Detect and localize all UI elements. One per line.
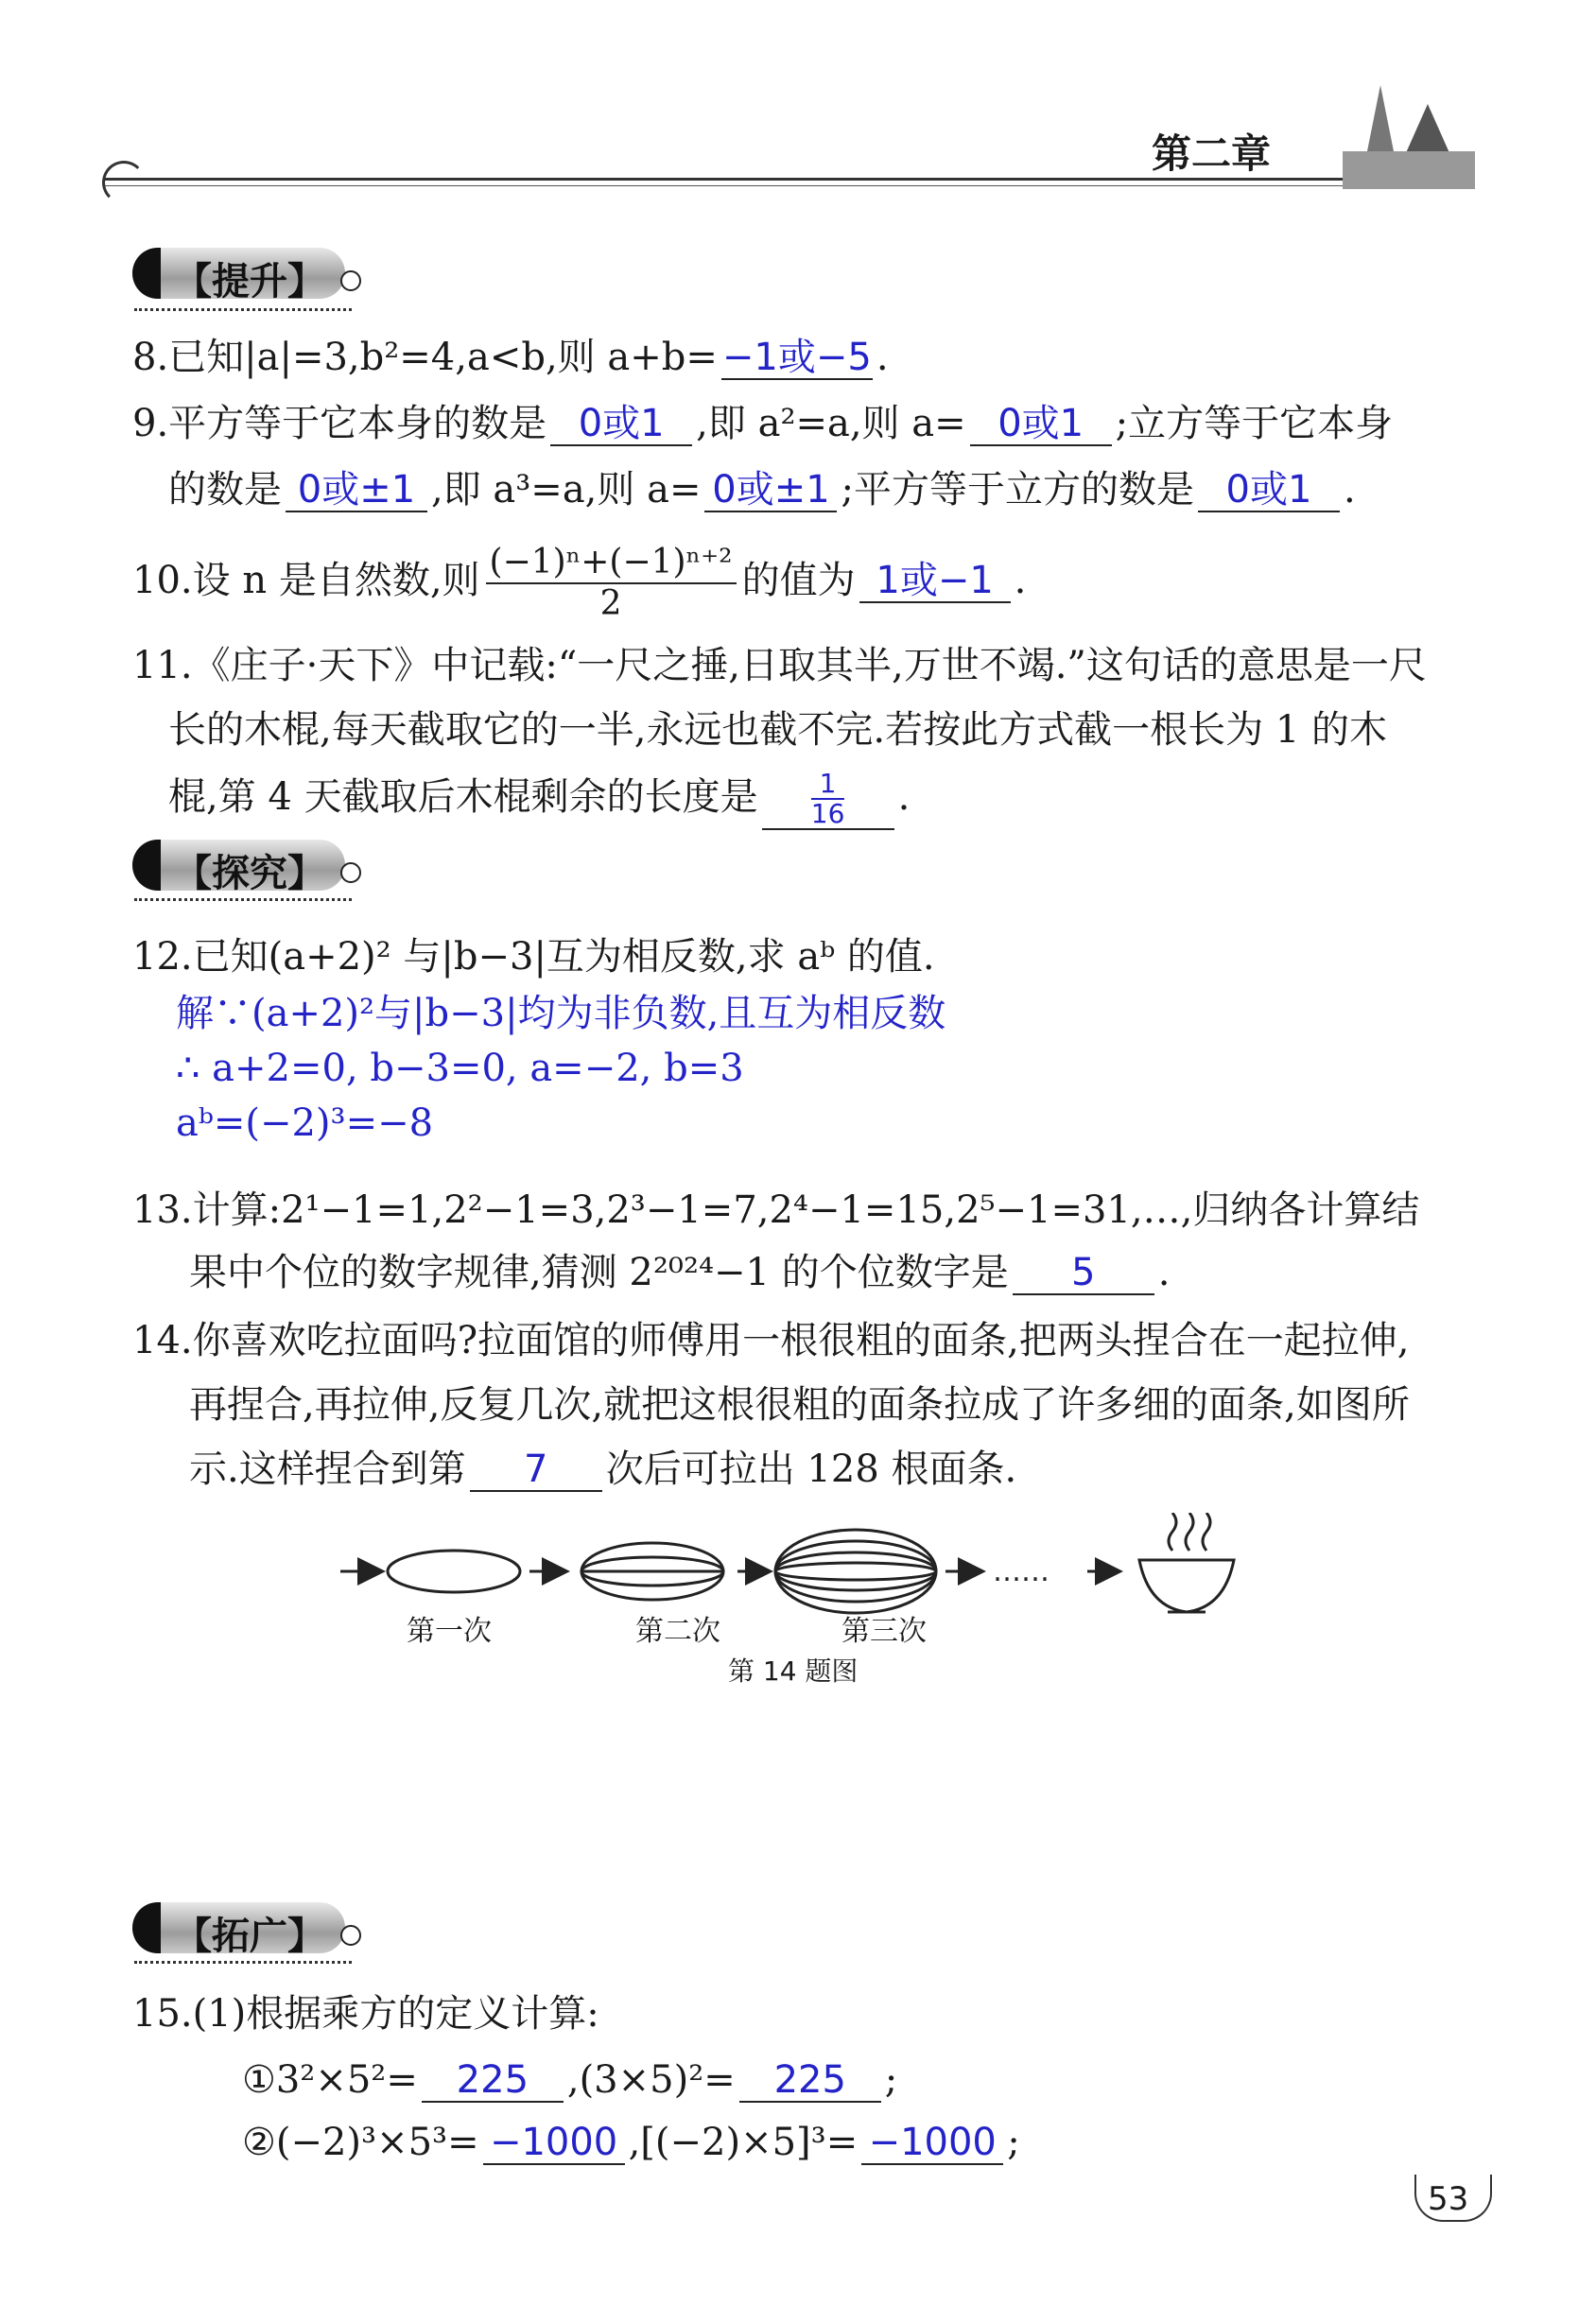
- answer-9e: 0或1: [1198, 469, 1340, 512]
- figure-caption: 第 14 题图: [728, 1656, 859, 1687]
- bowl-icon: [1139, 1513, 1234, 1612]
- answer-15-1b: 225: [739, 2059, 881, 2103]
- answer-9c: 0或±1: [286, 469, 427, 512]
- noodle-1: [388, 1551, 520, 1592]
- noodle-3: [775, 1530, 936, 1613]
- section-divider: [134, 898, 352, 901]
- section-divider: [134, 308, 352, 311]
- fig-caption-2: 第二次: [635, 1615, 720, 1648]
- fig-caption-1: 第一次: [407, 1615, 492, 1648]
- section-dot-icon: [340, 270, 361, 291]
- page-number-bracket: [1414, 2175, 1492, 2222]
- noodle-2: [581, 1543, 723, 1600]
- answer-15-2a: −1000: [483, 2122, 625, 2165]
- question-12: 12.已知(a+2)² 与|b−3|互为相反数,求 aᵇ 的值.: [132, 935, 935, 979]
- question-14-line2: 再捏合,再拉伸,反复几次,就把这根很粗的面条拉成了许多细的面条,如图所: [189, 1383, 1410, 1427]
- fig-caption-3: 第三次: [841, 1615, 927, 1648]
- header-rule-thin: [104, 185, 1466, 186]
- header-swirl: [102, 161, 146, 204]
- question-13-line1: 13.计算:2¹−1=1,2²−1=3,2³−1=7,2⁴−1=15,2⁵−1=31,…,归纳各计算结: [132, 1188, 1420, 1232]
- header-decoration-icon: [1324, 66, 1484, 199]
- solution-12-line3: aᵇ=(−2)³=−8: [176, 1101, 434, 1145]
- section-dot-icon: [340, 862, 361, 883]
- question-11-line3: 棍,第 4 天截取后木棍剩余的长度是 $\frac{1}{16}$ .: [168, 768, 911, 829]
- section-dot-icon: [340, 1925, 361, 1946]
- question-11-line1: 11.《庄子·天下》中记载:“一尺之捶,日取其半,万世不竭.”这句话的意思是一尺: [132, 644, 1427, 687]
- answer-9d: 0或±1: [704, 469, 837, 512]
- answer-8: −1或−5: [721, 336, 872, 379]
- answer-15-1a: 225: [422, 2059, 564, 2103]
- answer-15-2b: −1000: [861, 2122, 1003, 2165]
- section-tisheng: 【提升】: [132, 248, 350, 299]
- question-14-line3: 示.这样捏合到第 7 次后可拉出 128 根面条.: [189, 1448, 1017, 1491]
- question-15-title: 15.(1)根据乘方的定义计算:: [132, 1992, 599, 2036]
- answer-13: 5: [1013, 1252, 1154, 1295]
- solution-12-line1: 解∵(a+2)²与|b−3|均为非负数,且互为相反数: [176, 992, 946, 1035]
- fraction-10: $\frac{\text{(−1)ⁿ+(−1)ⁿ⁺²}}{2}$: [486, 543, 737, 624]
- answer-10: 1或−1: [859, 560, 1011, 603]
- chapter-title: 第二章: [1152, 130, 1272, 177]
- question-11-line2: 长的木棍,每天截取它的一半,永远也截不完.若按此方式截一根长为 1 的木: [168, 708, 1388, 752]
- question-15-row1: ①3²×5²= 225 ,(3×5)²= 225 ;: [242, 2058, 898, 2102]
- question-13-line2: 果中个位的数字规律,猜测 2²⁰²⁴−1 的个位数字是 5 .: [189, 1251, 1171, 1294]
- question-10: 10.设 n 是自然数,则 $\frac{\text{(−1)ⁿ+(−1)ⁿ⁺²}}{2}$ 的值为 1或−1 .: [132, 543, 1027, 623]
- page-number: 53: [1428, 2180, 1469, 2218]
- answer-11: $\frac{1}{16}$: [762, 770, 894, 830]
- answer-9a: 0或1: [550, 403, 692, 446]
- question-9-line2: 的数是 0或±1 ,即 a³=a,则 a= 0或±1 ;平方等于立方的数是 0或1 .: [168, 468, 1356, 511]
- question-9-line1: 9.平方等于它本身的数是 0或1 ,即 a²=a,则 a= 0或1 ;立方等于它本身: [132, 402, 1394, 445]
- section-divider: [134, 1961, 352, 1964]
- question-14-line1: 14.你喜欢吃拉面吗?拉面馆的师傅用一根很粗的面条,把两头捏合在一起拉伸,: [132, 1319, 1410, 1362]
- question-8: 8.已知|a|=3,b²=4,a<b,则 a+b= −1或−5 .: [132, 336, 889, 379]
- section-tuoguang: 【拓广】: [132, 1902, 350, 1953]
- answer-9b: 0或1: [970, 403, 1112, 446]
- question-15-row2: ②(−2)³×5³= −1000 ,[(−2)×5]³= −1000 ;: [242, 2121, 1020, 2164]
- answer-14: 7: [470, 1448, 602, 1492]
- section-tanjiu: 【探究】: [132, 840, 350, 891]
- solution-12-line2: ∴ a+2=0, b−3=0, a=−2, b=3: [176, 1047, 744, 1090]
- fig-dots: ……: [993, 1555, 1050, 1588]
